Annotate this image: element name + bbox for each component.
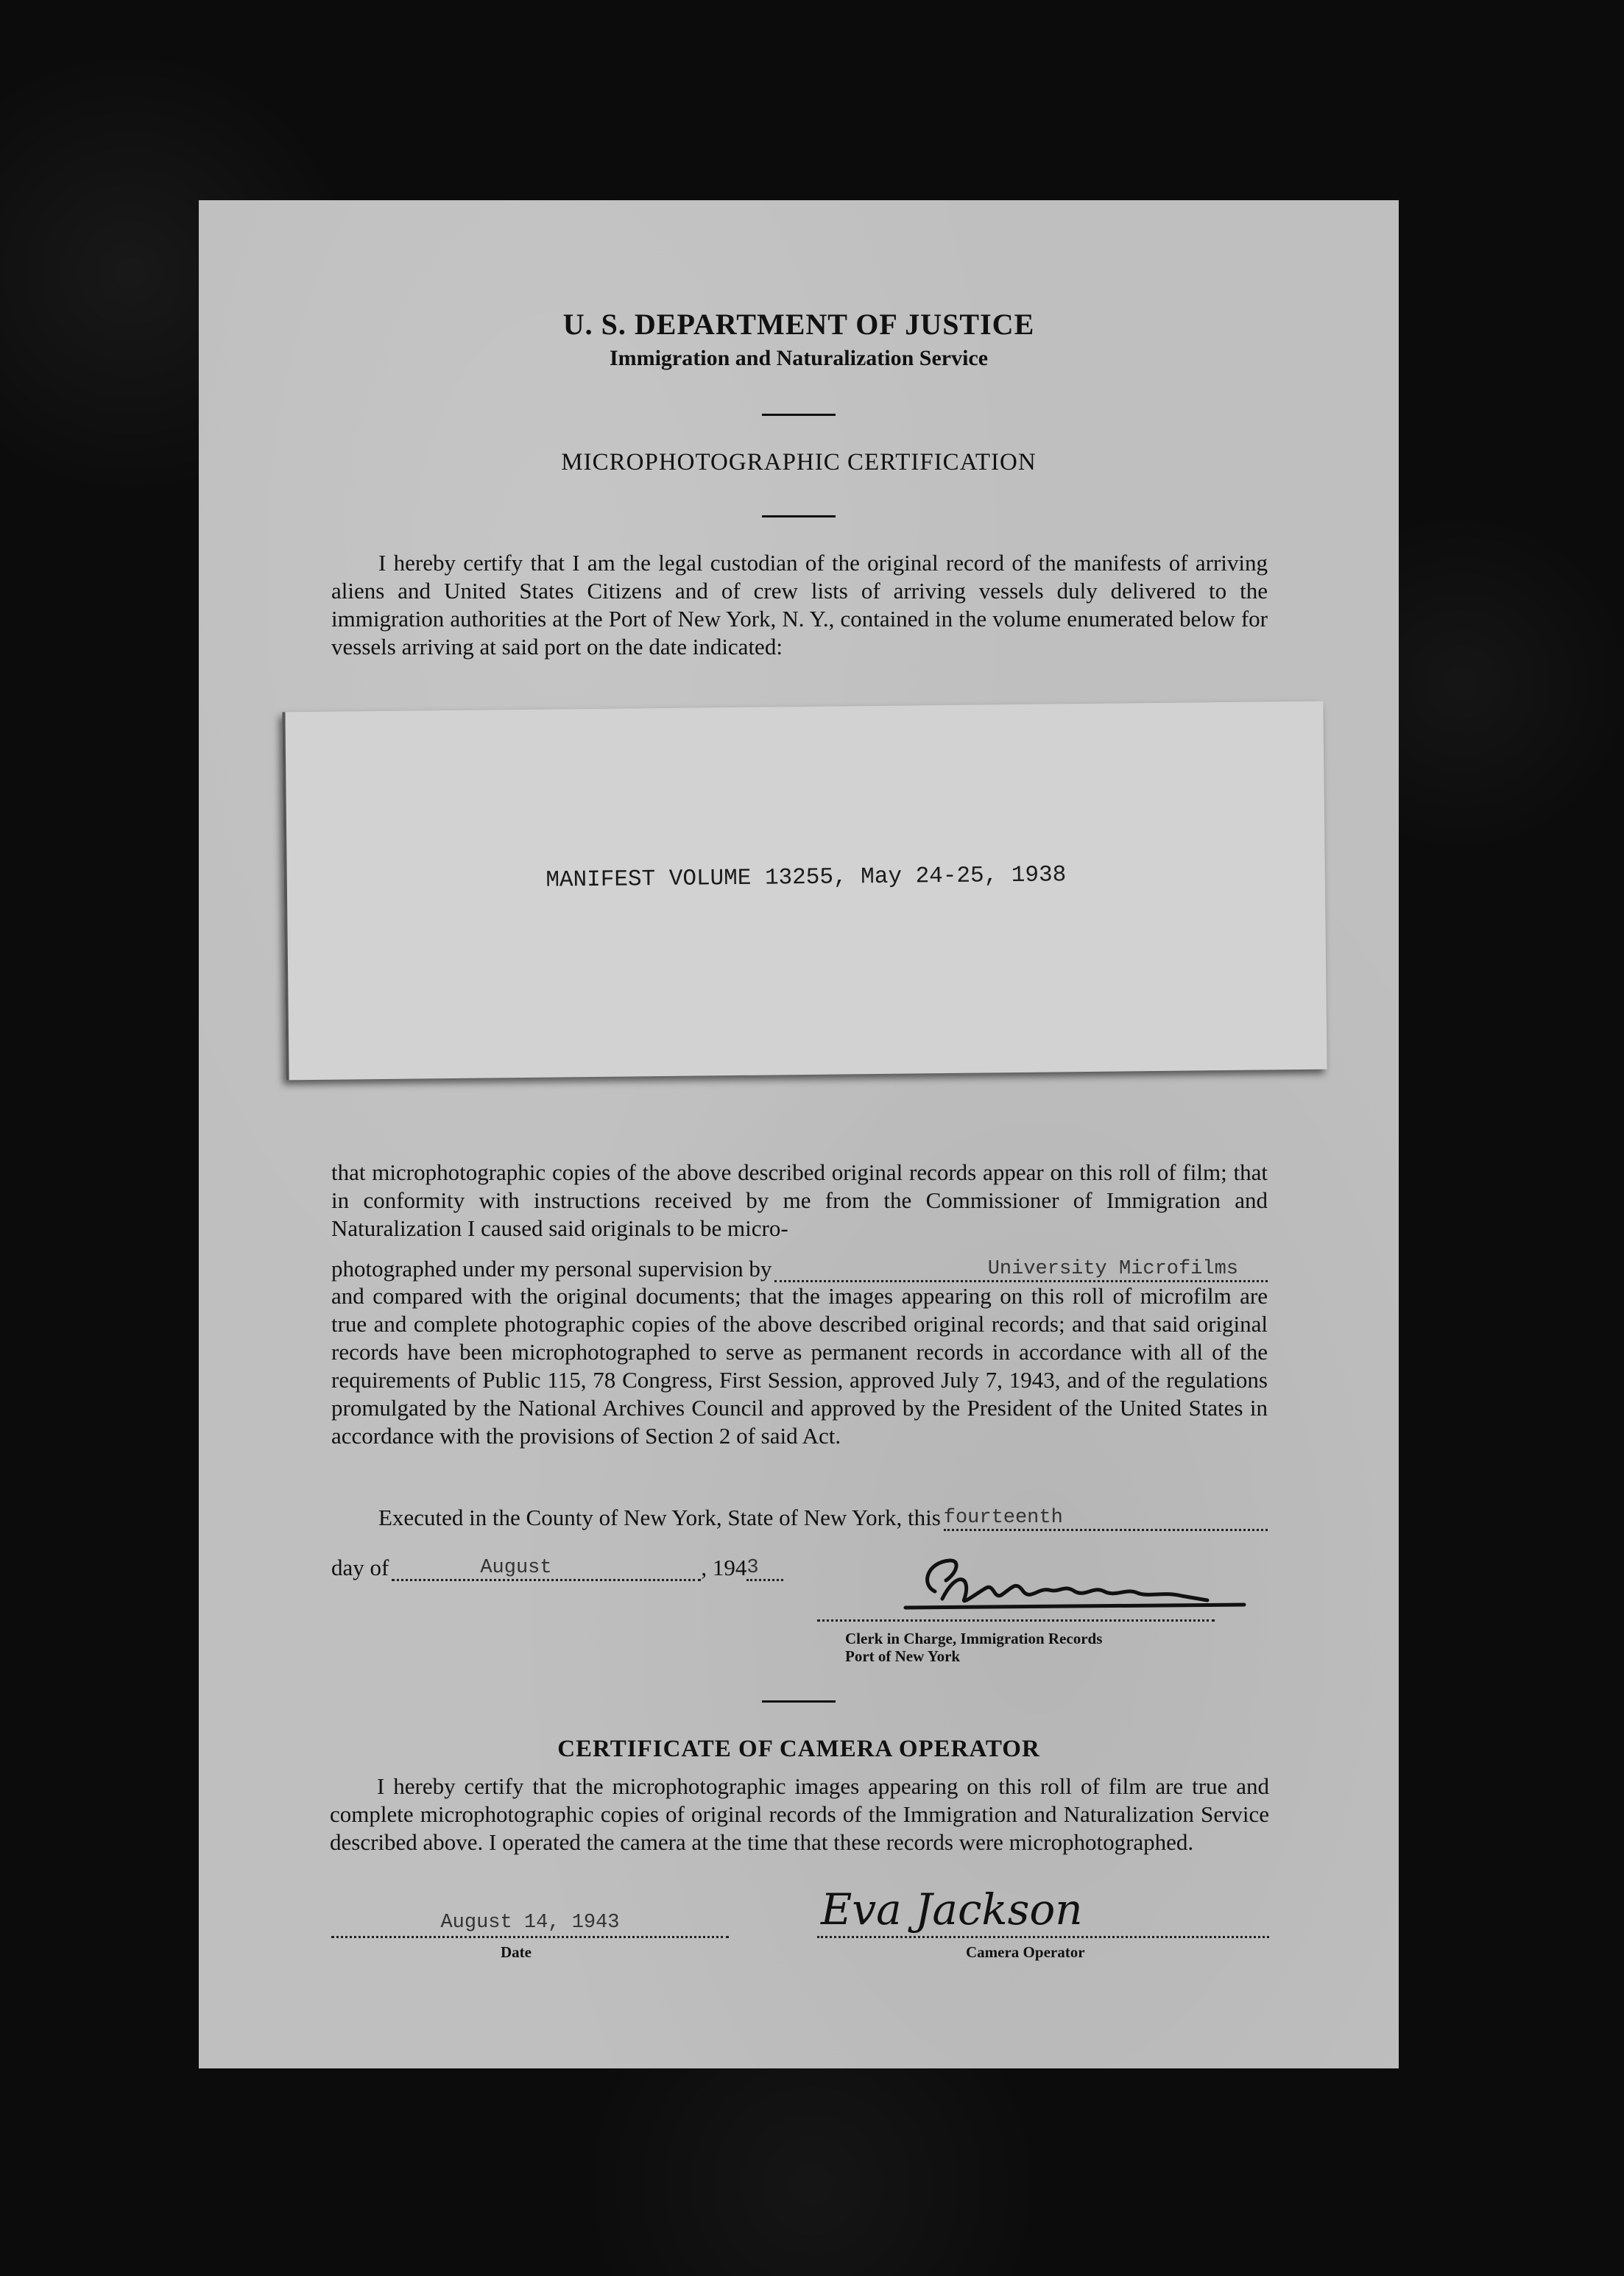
year-prefix: , 194 xyxy=(701,1555,747,1580)
executed-prefix: Executed in the County of New York, State of New York, this xyxy=(378,1505,941,1530)
service-subheading: Immigration and Naturalization Service xyxy=(609,346,989,370)
clerk-signature xyxy=(891,1547,1274,1628)
certification-sheet xyxy=(199,200,1399,2068)
divider xyxy=(762,414,836,416)
clerk-title-line2: Port of New York xyxy=(845,1647,961,1665)
operator-signature: Eva Jackson xyxy=(821,1884,1083,1934)
department-heading: U. S. DEPARTMENT OF JUSTICE xyxy=(562,308,1035,341)
date-label: Date xyxy=(501,1943,532,1961)
manifest-volume-slip xyxy=(282,701,1327,1081)
operator-date-value: August 14, 1943 xyxy=(331,1909,729,1938)
clerk-title-line1: Clerk in Charge, Immigration Records xyxy=(845,1630,1103,1647)
intro-paragraph: I hereby certify that I am the legal custodian of the original record of the manifests of arriving aliens and United States Citizens and of crew lists of arriving vessels duly delivered to the immigration authorities at the Port of New York, N. Y., contained in the volume enumerated below for vessels arriving at said port on the date indicated: xyxy=(331,550,1268,660)
camera-certificate-title: CERTIFICATE OF CAMERA OPERATOR xyxy=(557,1736,1040,1762)
executed-day: fourteenth xyxy=(944,1507,1268,1531)
body-paragraph-part2: and compared with the original documents; that the images appearing on this roll of microfilm are true and complete photographic copies of the above described original records; and that said original records have been microphotographed to serve as permanent records in accordance with all of the requirements of Public 115, 78 Congress, First Session, approved July 7, 1943, and of the regulations promulgated by the National Archives Council and approved by the President of the United States in accordance with the provisions of Section 2 of said Act. xyxy=(331,1283,1268,1449)
certification-title: MICROPHOTOGRAPHIC CERTIFICATION xyxy=(561,449,1037,476)
year-digit: 3 xyxy=(746,1557,783,1581)
divider xyxy=(762,515,836,517)
operator-label: Camera Operator xyxy=(966,1943,1085,1961)
clerk-signature-line xyxy=(817,1619,1215,1622)
day-of-label: day of xyxy=(331,1555,389,1580)
camera-certificate-paragraph: I hereby certify that the microphotographic images appearing on this roll of film are true and complete microphotographic copies of original records of the Immigration and Naturalization Service described above. I operated the camera at the time that these records were microphotographed. xyxy=(330,1773,1269,1855)
manifest-volume-text: MANIFEST VOLUME 13255, May 24-25, 1938 xyxy=(546,862,1067,894)
supervision-row xyxy=(331,1256,1268,1282)
body-paragraph-part1: that microphotographic copies of the above described original records appear on this roll of film; that in conformity with instructions received by me from the Commissioner of Immigration and Naturalization I caused said originals to be micro- xyxy=(331,1159,1268,1241)
supervisor-name: University Microfilms xyxy=(774,1258,1268,1282)
supervision-prefix: photographed under my personal supervision by xyxy=(331,1256,772,1282)
month-value: August xyxy=(392,1557,701,1581)
operator-signature-line xyxy=(817,1936,1269,1938)
divider xyxy=(762,1700,836,1703)
date-row xyxy=(331,1555,847,1581)
executed-row xyxy=(331,1505,1268,1531)
